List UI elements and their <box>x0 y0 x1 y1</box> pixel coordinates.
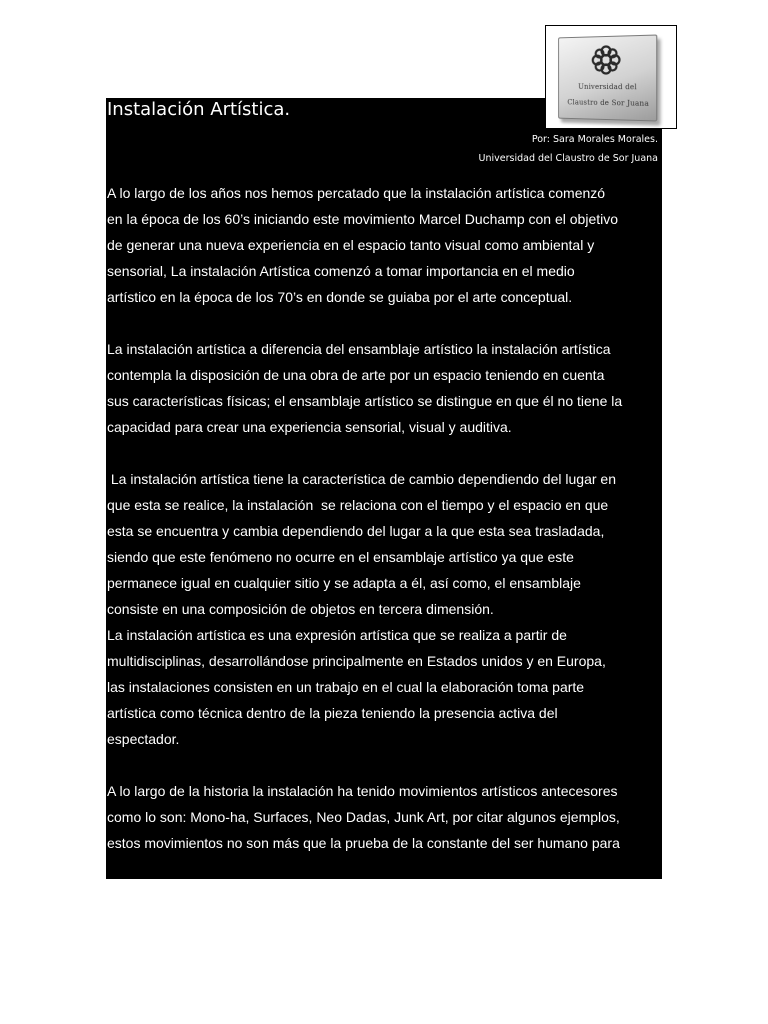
paragraph-1 <box>107 180 663 310</box>
text-line: de generar una nueva experiencia en el espacio tanto visual como ambiental y <box>107 237 595 253</box>
text-line: La instalación artística tiene la característica de cambio dependiendo del lugar en <box>107 471 616 487</box>
logo-plaque <box>558 34 657 121</box>
paragraph-4 <box>107 622 663 752</box>
text-line: estos movimientos no son más que la prueba de la constante del ser humano para <box>107 835 620 851</box>
document-body <box>107 180 663 856</box>
text-line: La instalación artística a diferencia del ensamblaje artístico la instalación artística <box>107 341 611 357</box>
university-logo <box>545 25 677 129</box>
text-line: como lo son: Mono-ha, Surfaces, Neo Dadas, Junk Art, por citar algunos ejemplos, <box>107 809 620 825</box>
text-line: capacidad para crear una experiencia sensorial, visual y auditiva. <box>107 419 512 435</box>
text-line: artística como técnica dentro de la pieza teniendo la presencia activa del <box>107 705 558 721</box>
text-line: sus características físicas; el ensamblaje artístico se distingue en que él no tiene la <box>107 393 623 409</box>
text-line: sensorial, La instalación Artística comenzó a tomar importancia en el medio <box>107 263 575 279</box>
byline <box>479 130 658 168</box>
paragraph-3 <box>107 466 663 622</box>
text-line: espectador. <box>107 731 180 747</box>
paragraph-2 <box>107 336 663 440</box>
document-title: Instalación Artística. <box>107 99 291 120</box>
logo-text-line-1: Universidad del <box>578 82 637 92</box>
text-line: artístico en la época de los 70’s en donde se guiaba por el arte conceptual. <box>107 289 573 305</box>
text-line: esta se encuentra y cambia dependiendo del lugar a la que esta sea trasladada, <box>107 523 605 539</box>
institution-line: Universidad del Claustro de Sor Juana <box>478 153 658 164</box>
university-emblem-icon <box>589 43 623 77</box>
text-line: contempla la disposición de una obra de arte por un espacio teniendo en cuenta <box>107 367 605 383</box>
document-panel <box>106 98 662 879</box>
text-line: siendo que este fenómeno no ocurre en el ensamblaje artístico ya que este <box>107 549 574 565</box>
text-line: La instalación artística es una expresión artística que se realiza a partir de <box>107 627 567 643</box>
text-line: en la época de los 60’s iniciando este movimiento Marcel Duchamp con el objetivo <box>107 211 619 227</box>
text-line: consiste en una composición de objetos en tercera dimensión. <box>107 601 494 617</box>
text-line: A lo largo de la historia la instalación ha tenido movimientos artísticos antecesores <box>107 783 618 799</box>
text-line: las instalaciones consisten en un trabajo en el cual la elaboración toma parte <box>107 679 585 695</box>
author-line: Por: Sara Morales Morales. <box>531 134 658 145</box>
text-line: multidisciplinas, desarrollándose principalmente en Estados unidos y en Europa, <box>107 653 606 669</box>
text-line: que esta se realice, la instalación se relaciona con el tiempo y el espacio en que <box>107 497 609 513</box>
logo-text-line-2: Claustro de Sor Juana <box>567 98 649 108</box>
paragraph-5 <box>107 778 663 856</box>
text-line: A lo largo de los años nos hemos percatado que la instalación artística comenzó <box>107 185 606 201</box>
text-line: permanece igual en cualquier sitio y se adapta a él, así como, el ensamblaje <box>107 575 581 591</box>
